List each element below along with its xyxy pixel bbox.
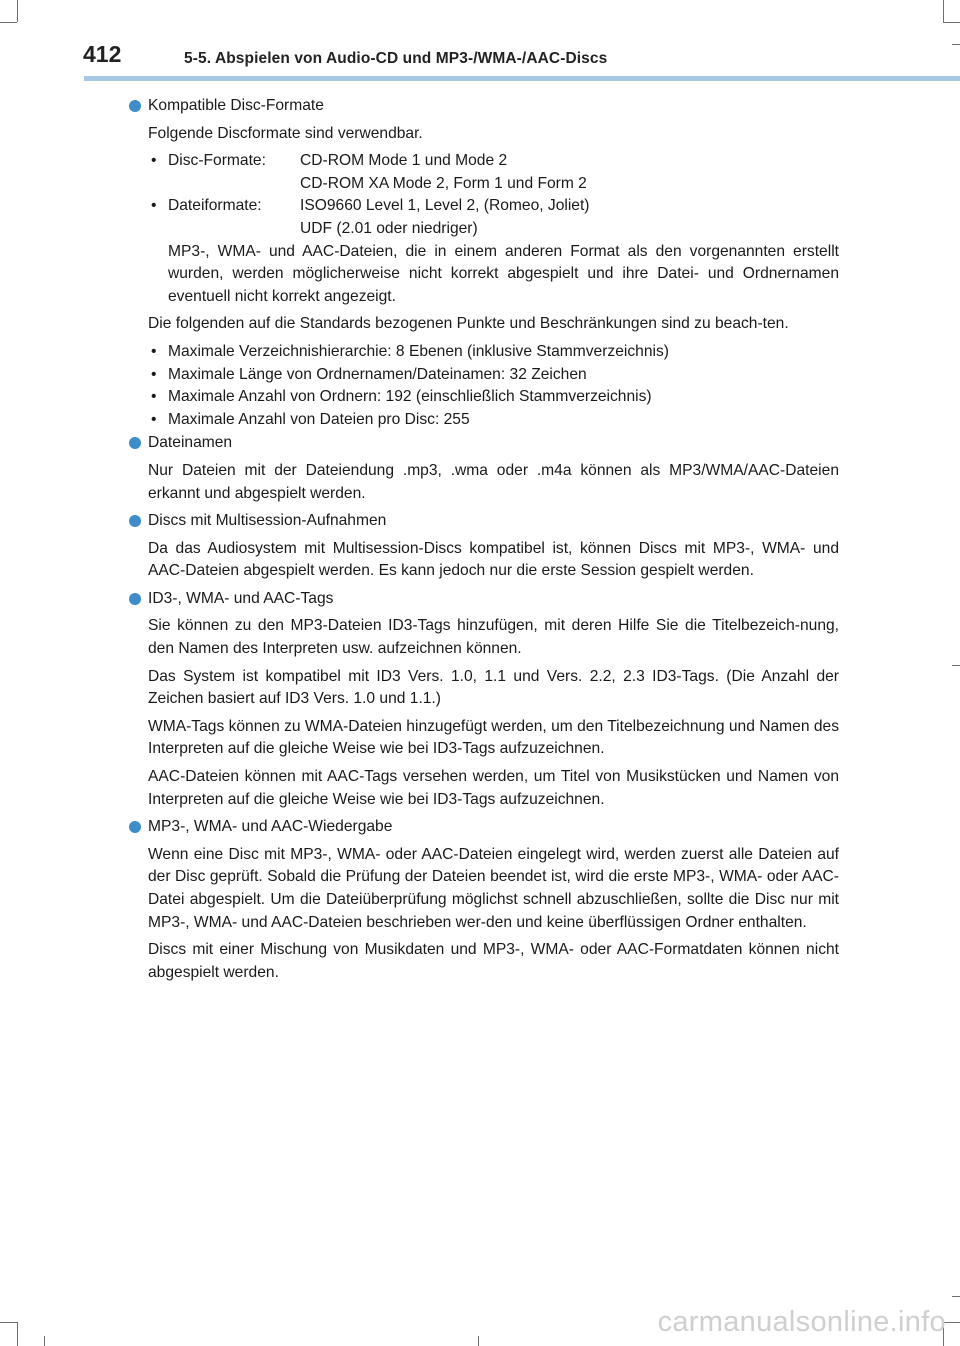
paragraph: Sie können zu den MP3-Dateien ID3-Tags hinzufügen, mit deren Hilfe Sie die Titelbezeich-nung, den Namen des Interpreten usw. aufzeichnen können. (148, 617, 839, 658)
section-heading: MP3-, WMA- und AAC-Wiedergabe (129, 816, 839, 839)
format-value: UDF (2.01 oder niedriger) (300, 219, 478, 237)
crop-mark (0, 1322, 17, 1323)
crop-mark (478, 1336, 479, 1346)
bullet-dot-icon (129, 593, 141, 605)
bullet-dot-icon (129, 437, 141, 449)
crop-mark (44, 1336, 45, 1346)
section-disc-formats (129, 95, 839, 431)
page-body (129, 94, 839, 984)
section-file-names (129, 432, 839, 505)
bullet-dot-icon (129, 515, 141, 527)
paragraph: Da das Audiosystem mit Multisession-Discs kompatibel ist, können Discs mit MP3-, WMA- und AAC-Dateien abgespielt werden. Es kann jedoch nur die erste Session gespielt werden. (148, 539, 839, 580)
list-item: • Maximale Länge von Ordnernamen/Dateinamen: 32 Zeichen (148, 364, 839, 387)
paragraph: Das System ist kompatibel mit ID3 Vers. 1.0, 1.1 und Vers. 2.2, 2.3 ID3-Tags. (Die Anzahl der Zeichen basiert auf ID3 Vers. 1.0 und 1.1.) (148, 667, 839, 708)
header-rule (84, 76, 960, 81)
format-value: CD-ROM Mode 1 und Mode 2 (300, 152, 508, 170)
paragraph: AAC-Dateien können mit AAC-Tags versehen werden, um Titel von Musikstücken und Namen von Interpreten auf die gleiche Weise wie bei ID3-Tags aufzuzeichnen. (148, 768, 839, 808)
bullet-mark: • (151, 152, 157, 170)
bullet-mark: • (151, 388, 157, 406)
format-value: CD-ROM XA Mode 2, Form 1 und Form 2 (300, 174, 587, 192)
chapter-title: 5-5. Abspielen von Audio-CD und MP3-/WMA-/AAC-Discs (184, 50, 608, 67)
format-note: MP3-, WMA- und AAC-Dateien, die in einem anderen Format als den vorgenannten erstellt wurden, werden möglicherweise nicht korrekt abgespielt und ihre Datei- und Ordnernamen eventuell nicht korrekt angezeigt. (168, 242, 839, 305)
format-list (129, 150, 839, 308)
paragraph: Folgende Discformate sind verwendbar. (148, 124, 423, 142)
bullet-mark: • (151, 342, 157, 360)
list-item: • Maximale Anzahl von Ordnern: 192 (einschließlich Stammverzeichnis) (148, 386, 839, 409)
format-value: ISO9660 Level 1, Level 2, (Romeo, Joliet) (300, 197, 590, 215)
bullet-mark: • (151, 197, 157, 215)
paragraph: Nur Dateien mit der Dateiendung .mp3, .wma oder .m4a können als MP3/WMA/AAC-Dateien erkannt und abgespielt werden. (148, 461, 839, 502)
bullet-dot-icon (129, 100, 141, 112)
watermark: carmanualsonline.info (657, 1306, 946, 1338)
paragraph: Die folgenden auf die Standards bezogenen Punkte und Beschränkungen sind zu beach-ten. (148, 315, 789, 333)
list-item (148, 150, 839, 195)
page-header (0, 0, 960, 80)
crop-mark (17, 1322, 18, 1346)
list-item: • Maximale Verzeichnishierarchie: 8 Ebenen (inklusive Stammverzeichnis) (148, 341, 839, 364)
section-heading: Kompatible Disc-Formate (129, 95, 839, 118)
crop-mark (952, 1296, 960, 1297)
crop-mark (952, 665, 960, 666)
section-tags (129, 588, 839, 811)
bullet-dot-icon (129, 821, 141, 833)
paragraph: WMA-Tags können zu WMA-Dateien hinzugefügt werden, um den Titelbezeichnung und Namen des Interpreten auf die gleiche Weise wie bei ID3-Tags aufzuzeichnen. (148, 717, 839, 758)
limits-list (129, 341, 839, 431)
section-heading: ID3-, WMA- und AAC-Tags (129, 588, 839, 611)
paragraph: Wenn eine Disc mit MP3-, WMA- oder AAC-Dateien eingelegt wird, werden zuerst alle Dateien auf der Disc geprüft. Sobald die Prüfung der Dateien beendet ist, wird die erste MP3-, WMA- oder AAC-Datei abgespielt. Um die Dateiüberprüfung möglichst schnell abzuschließen, sollte die Disc nur mit MP3-, WMA- und AAC-Dateien beschrieben wer-den und keine überflüssigen Ordner enthalten. (148, 845, 839, 931)
format-label: Dateiformate: (168, 197, 262, 215)
page-number: 412 (83, 41, 122, 67)
list-item: • Maximale Anzahl von Dateien pro Disc: 255 (148, 409, 839, 432)
section-heading: Discs mit Multisession-Aufnahmen (129, 510, 839, 533)
section-playback (129, 816, 839, 984)
section-multisession (129, 510, 839, 583)
list-item (148, 195, 839, 240)
bullet-mark: • (151, 365, 157, 383)
paragraph: Discs mit einer Mischung von Musikdaten und MP3-, WMA- oder AAC-Formatdaten können nicht abgespielt werden. (148, 941, 839, 981)
format-label: Disc-Formate: (168, 152, 266, 170)
section-heading: Dateinamen (129, 432, 839, 455)
bullet-mark: • (151, 410, 157, 428)
